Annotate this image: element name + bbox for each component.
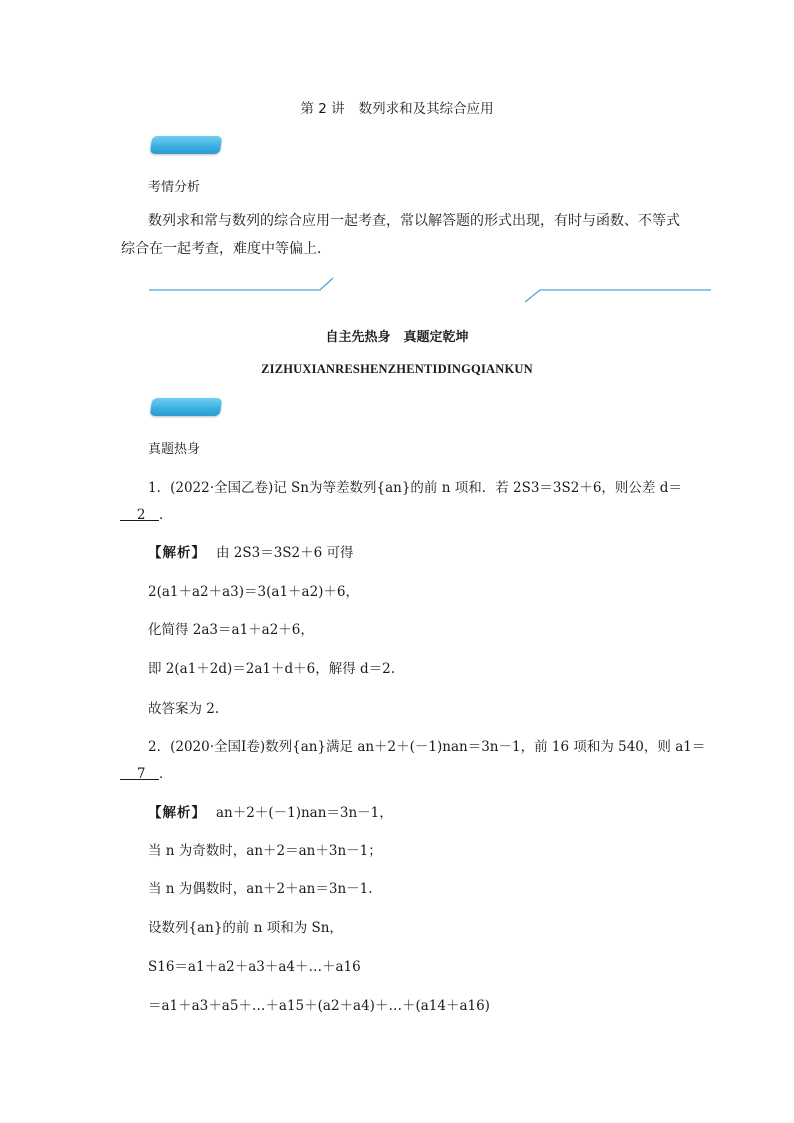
q1-answer: 2	[136, 507, 146, 523]
q1-jiexi-5: 故答案为 2.	[148, 701, 220, 717]
q2-jiexi-4: 设数列{an}的前 n 项和为 Sn，	[148, 920, 343, 936]
analysis-line-2: 综合在一起考查，难度中等偏上．	[121, 241, 331, 257]
section-badge-1	[150, 136, 223, 154]
section-title-cn: 自主先热身 真题定乾坤	[325, 330, 469, 345]
q2-jiexi-5: S16＝a1＋a2＋a3＋a4＋…＋a16	[148, 959, 361, 975]
section-badge-2	[150, 398, 223, 416]
q1-jiexi-label: 【解析】	[148, 545, 206, 561]
q1-stem: 1．(2022·全国乙卷)记 Sn为等差数列{an}的前 n 项和．若 2S3＝3S2＋6，则公差 d＝	[148, 480, 682, 496]
q1-jiexi-4: 即 2(a1＋2d)＝2a1＋d＋6，解得 d＝2.	[148, 661, 396, 677]
lecture-title: 数列求和及其综合应用	[358, 101, 494, 117]
q2-answer: 7	[136, 766, 146, 782]
q1-jiexi-3: 化简得 2a3＝a1＋a2＋6，	[148, 622, 314, 638]
q2-jiexi-1: 【解析】 an＋2＋(－1)nan＝3n－1，	[148, 805, 393, 821]
q2-answer-line: 7 ．	[136, 766, 173, 782]
analysis-line-1: 数列求和常与数列的综合应用一起考查，常以解答题的形式出现，有时与函数、不等式	[148, 213, 680, 229]
q1-jiexi-2: 2(a1＋a2＋a3)＝3(a1＋a2)＋6，	[148, 584, 360, 600]
section-heading-kaoqing: 考情分析	[148, 180, 201, 195]
lecture-number: 第 2 讲	[300, 101, 345, 117]
page-title	[0, 97, 794, 117]
q2-jiexi-6: ＝a1＋a3＋a5＋…＋a15＋(a2＋a4)＋…＋(a14＋a16)	[148, 998, 490, 1014]
section-divider	[145, 270, 715, 306]
q2-jiexi-2: 当 n 为奇数时，an＋2＝an＋3n－1；	[148, 843, 382, 859]
q1-answer-line: 2 ．	[136, 507, 173, 523]
section-heading-zhenti: 真题热身	[148, 442, 201, 457]
q2-stem: 2．(2020·全国Ⅰ卷)数列{an}满足 an＋2＋(－1)nan＝3n－1，前 16 项和为 540，则 a1＝	[148, 739, 706, 755]
section-title-en: ZIZHUXIANRESHENZHENTIDINGQIANKUN	[261, 362, 533, 376]
q1-jiexi-1: 【解析】 由 2S3＝3S2＋6 可得	[148, 545, 354, 561]
q2-jiexi-3: 当 n 为偶数时，an＋2＋an＝3n－1.	[148, 881, 373, 897]
q2-jiexi-label: 【解析】	[148, 805, 206, 821]
